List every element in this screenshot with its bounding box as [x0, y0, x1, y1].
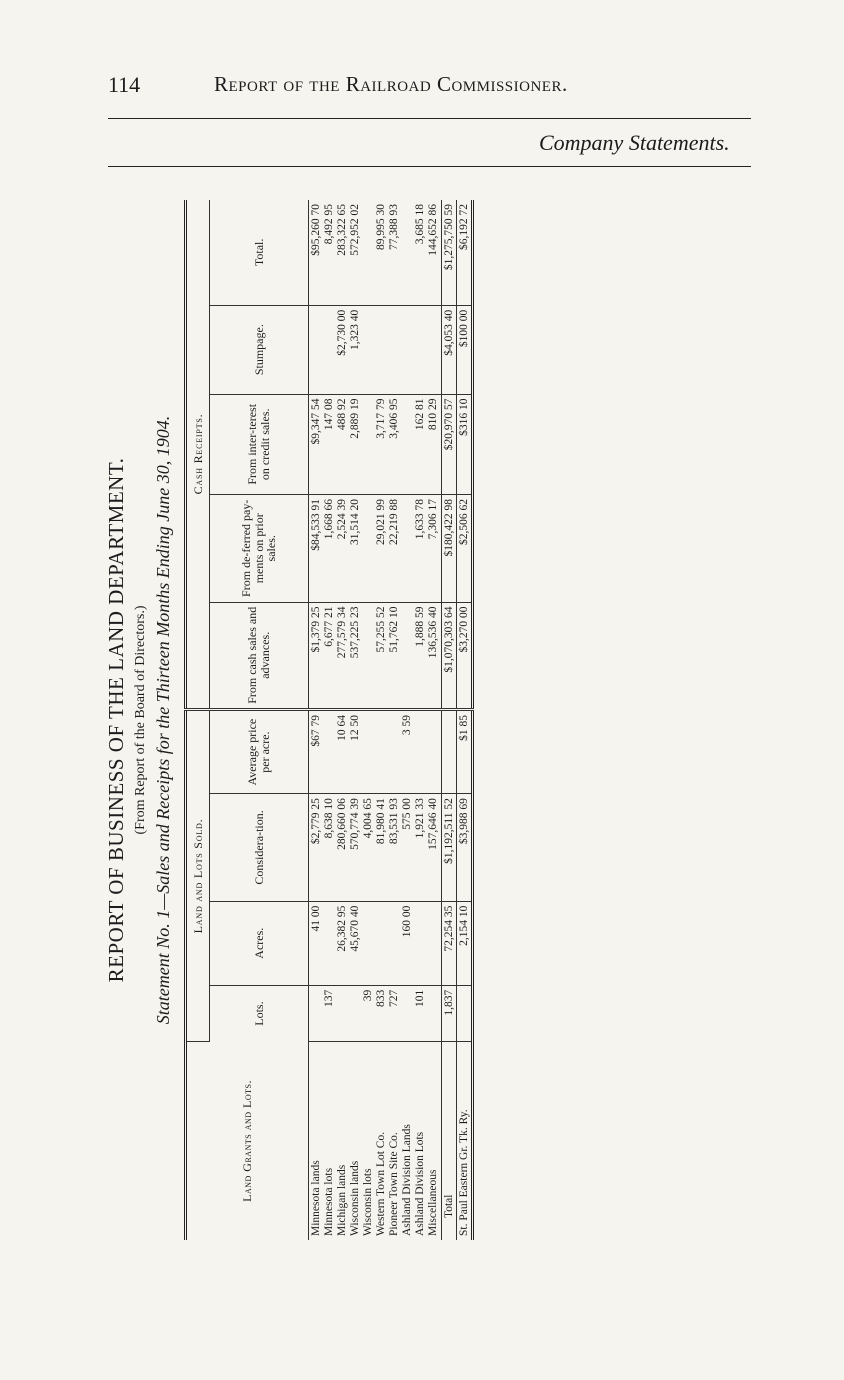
- acres-value: [323, 906, 336, 981]
- consideration-value: 570,774 39: [349, 798, 361, 850]
- deferred-value: [401, 499, 414, 598]
- total-row: [442, 200, 457, 1240]
- report-source: (From Report of the Board of Directors.): [133, 605, 148, 835]
- st-paul-label: St. Paul Eastern Gr. Tk. Ry.: [458, 1109, 471, 1236]
- row-name: Minnesota lots: [323, 1167, 335, 1236]
- row-name: Ashland Division Lands: [401, 1124, 413, 1236]
- acres-value: 41 00: [310, 905, 322, 932]
- cash-sales-value: 51,762 10: [388, 606, 400, 653]
- st-paul-average-price: $1 85: [457, 710, 473, 794]
- deferred-value: 1,633 78: [414, 499, 426, 540]
- average-price-cell: [309, 710, 442, 794]
- consideration-cell: [309, 794, 442, 902]
- row-name: Ashland Division Lots: [414, 1131, 426, 1236]
- lots-value: 39: [362, 989, 374, 1002]
- interest-value: 488 92: [336, 398, 348, 431]
- total-cell: [309, 200, 442, 305]
- header-acres: Acres.: [210, 901, 309, 985]
- total-value: 8,492 95: [323, 204, 335, 245]
- total-acres: 72,254 35: [442, 901, 457, 985]
- total-consideration: $1,192,511 52: [442, 794, 457, 902]
- deferred-value: [362, 499, 375, 598]
- row-name: Pioneer Town Site Co.: [388, 1132, 400, 1236]
- total-value: 283,322 65: [336, 204, 348, 256]
- interest-value: 3,406 95: [388, 398, 400, 439]
- total-value: 3,685 18: [414, 204, 426, 245]
- cash-sales-value: 277,579 34: [336, 606, 348, 659]
- header-average-price: Average price per acre.: [210, 710, 309, 794]
- acres-value: 26,382 95: [336, 905, 348, 952]
- average-price-value: [414, 715, 427, 789]
- cash-sales-value: 6,677 21: [323, 606, 335, 647]
- total-deferred: $180,422 98: [442, 495, 457, 603]
- header-rule-top: [108, 118, 751, 119]
- table-body-row: [309, 200, 442, 1240]
- stumpage-value: [388, 310, 401, 390]
- report-title: REPORT OF BUSINESS OF THE LAND DEPARTMENT.: [104, 457, 128, 983]
- total-label: Total: [442, 1041, 457, 1240]
- consideration-value: 83,531 93: [388, 798, 400, 845]
- consideration-value: $2,779 25: [310, 798, 322, 845]
- header-deferred-payments: From de-ferred pay-ments on prior sales.: [210, 495, 309, 603]
- statement-title: Statement No. 1—Sales and Receipts for the Thirteen Months Ending June 30, 1904.: [153, 415, 173, 1025]
- stumpage-value: [414, 310, 427, 390]
- lots-cell: [309, 985, 442, 1041]
- average-price-value: 12 50: [349, 715, 361, 741]
- average-price-value: [323, 715, 336, 789]
- row-name: Minnesota lands: [310, 1160, 322, 1236]
- average-price-value: 3 59: [401, 715, 413, 736]
- deferred-value: 1,668 66: [323, 499, 335, 540]
- total-total: $1,275,750 59: [442, 200, 457, 305]
- stumpage-value: [310, 310, 323, 390]
- stumpage-value: [401, 310, 414, 390]
- interest-value: $9,347 54: [310, 398, 322, 445]
- rotated-report-block: [100, 200, 540, 1240]
- lots-value: [336, 990, 349, 1037]
- cash-sales-cell: [309, 602, 442, 710]
- consideration-value: 157,646 40: [427, 798, 439, 850]
- acres-cell: [309, 901, 442, 985]
- deferred-value: 7,306 17: [427, 499, 439, 540]
- acres-value: [362, 906, 375, 981]
- acres-value: 45,670 40: [349, 905, 361, 952]
- interest-value: 147 08: [323, 398, 335, 431]
- header-total: Total.: [210, 200, 309, 305]
- cash-sales-value: $1,379 25: [310, 606, 322, 653]
- cash-sales-value: [401, 607, 414, 705]
- group-land-lots-sold: Land and Lots Sold.: [186, 710, 210, 1042]
- lots-value: [427, 990, 440, 1037]
- total-cash-sales: $1,070,303 64: [442, 602, 457, 710]
- total-value: 144,652 86: [427, 204, 439, 256]
- stumpage-value: [362, 310, 375, 390]
- lots-value: [401, 990, 414, 1037]
- deferred-payments-cell: [309, 495, 442, 603]
- acres-value: [427, 906, 440, 981]
- page-number: 114: [108, 72, 141, 97]
- consideration-value: 280,660 06: [336, 798, 348, 850]
- deferred-value: 2,524 39: [336, 499, 348, 540]
- consideration-value: 4,004 65: [362, 798, 374, 839]
- st-paul-acres: 2,154 10: [457, 901, 473, 985]
- total-value: 77,388 93: [388, 204, 400, 250]
- st-paul-deferred: $2,506 62: [457, 495, 473, 603]
- header-land-grants: Land Grants and Lots.: [186, 1041, 309, 1240]
- consideration-value: 81,980 41: [375, 798, 387, 845]
- row-name: Michigan lands: [336, 1164, 348, 1236]
- lots-value: 101: [414, 989, 426, 1008]
- land-names-cell: [309, 1041, 442, 1240]
- cash-sales-value: 57,255 52: [375, 606, 387, 653]
- stumpage-value: 1,323 40: [349, 309, 361, 350]
- cash-sales-value: 1,888 59: [414, 606, 426, 647]
- consideration-value: 1,921 33: [414, 798, 426, 839]
- stumpage-cell: [309, 305, 442, 394]
- stumpage-value: [427, 310, 440, 390]
- interest-value: 3,717 79: [375, 398, 387, 439]
- total-stumpage: $4,053 40: [442, 305, 457, 394]
- lots-value: 833: [375, 989, 387, 1008]
- interest-value: [362, 399, 375, 490]
- header-rule-bottom: [108, 166, 751, 167]
- average-price-value: [427, 715, 440, 789]
- row-name: Western Town Lot Co.: [375, 1131, 387, 1236]
- st-paul-lots: [457, 985, 473, 1041]
- average-price-value: [375, 715, 388, 789]
- interest-cell: [309, 394, 442, 494]
- land-department-table: [184, 200, 474, 1240]
- lots-value: [310, 990, 323, 1037]
- cash-sales-value: [362, 607, 375, 705]
- header-cash-sales: From cash sales and advances.: [210, 602, 309, 710]
- st-paul-eastern-row: [457, 200, 473, 1240]
- st-paul-consideration: $3,988 69: [457, 794, 473, 902]
- cash-sales-value: 136,536 40: [427, 606, 439, 659]
- lots-value: 727: [388, 989, 400, 1008]
- cash-sales-value: 537,225 23: [349, 606, 361, 659]
- section-title: Company Statements.: [539, 130, 730, 155]
- average-price-value: [362, 715, 375, 789]
- average-price-value: 10 64: [336, 715, 348, 741]
- consideration-value: 8,638 10: [323, 798, 335, 839]
- total-value: [362, 204, 375, 301]
- acres-value: 160 00: [401, 905, 413, 938]
- lots-value: [349, 990, 362, 1037]
- total-interest: $20,970 57: [442, 394, 457, 494]
- deferred-value: $84,533 91: [310, 499, 322, 551]
- deferred-value: 31,514 20: [349, 499, 361, 546]
- acres-value: [375, 906, 388, 981]
- header-lots: Lots.: [210, 985, 309, 1041]
- stumpage-value: [375, 310, 388, 390]
- st-paul-interest: $316 10: [457, 394, 473, 494]
- group-cash-receipts: Cash Receipts.: [186, 200, 210, 710]
- total-value: 572,952 02: [349, 204, 361, 256]
- st-paul-total: $6,192 72: [457, 200, 473, 305]
- header-interest: From inter-terest on credit sales.: [210, 394, 309, 494]
- running-title: Report of the Railroad Commissioner.: [214, 72, 568, 96]
- row-name: Wisconsin lots: [362, 1168, 374, 1236]
- st-paul-stumpage: $100 00: [457, 305, 473, 394]
- total-value: 89,995 30: [375, 204, 387, 250]
- row-name: Miscellaneous: [427, 1169, 439, 1236]
- deferred-value: 29,021 99: [375, 499, 387, 546]
- consideration-value: 575 00: [401, 798, 413, 830]
- total-value: $95,260 70: [310, 204, 322, 256]
- interest-value: [401, 399, 414, 490]
- total-average-price: [442, 710, 457, 794]
- lots-value: 137: [323, 989, 335, 1008]
- header-stumpage: Stumpage.: [210, 305, 309, 394]
- total-lots: 1,837: [442, 985, 457, 1041]
- stumpage-value: $2,730 00: [336, 309, 348, 356]
- row-name: Wisconsin lands: [349, 1160, 361, 1236]
- st-paul-cash-sales: $3,270 00: [457, 602, 473, 710]
- acres-value: [414, 906, 427, 981]
- interest-value: 810 29: [427, 398, 439, 431]
- interest-value: 162 81: [414, 398, 426, 431]
- acres-value: [388, 906, 401, 981]
- deferred-value: 22,219 88: [388, 499, 400, 546]
- interest-value: 2,889 19: [349, 398, 361, 439]
- stumpage-value: [323, 310, 336, 390]
- average-price-value: [388, 715, 401, 789]
- average-price-value: $67 79: [310, 715, 322, 747]
- header-consideration: Considera-tion.: [210, 794, 309, 902]
- total-value: [401, 204, 414, 301]
